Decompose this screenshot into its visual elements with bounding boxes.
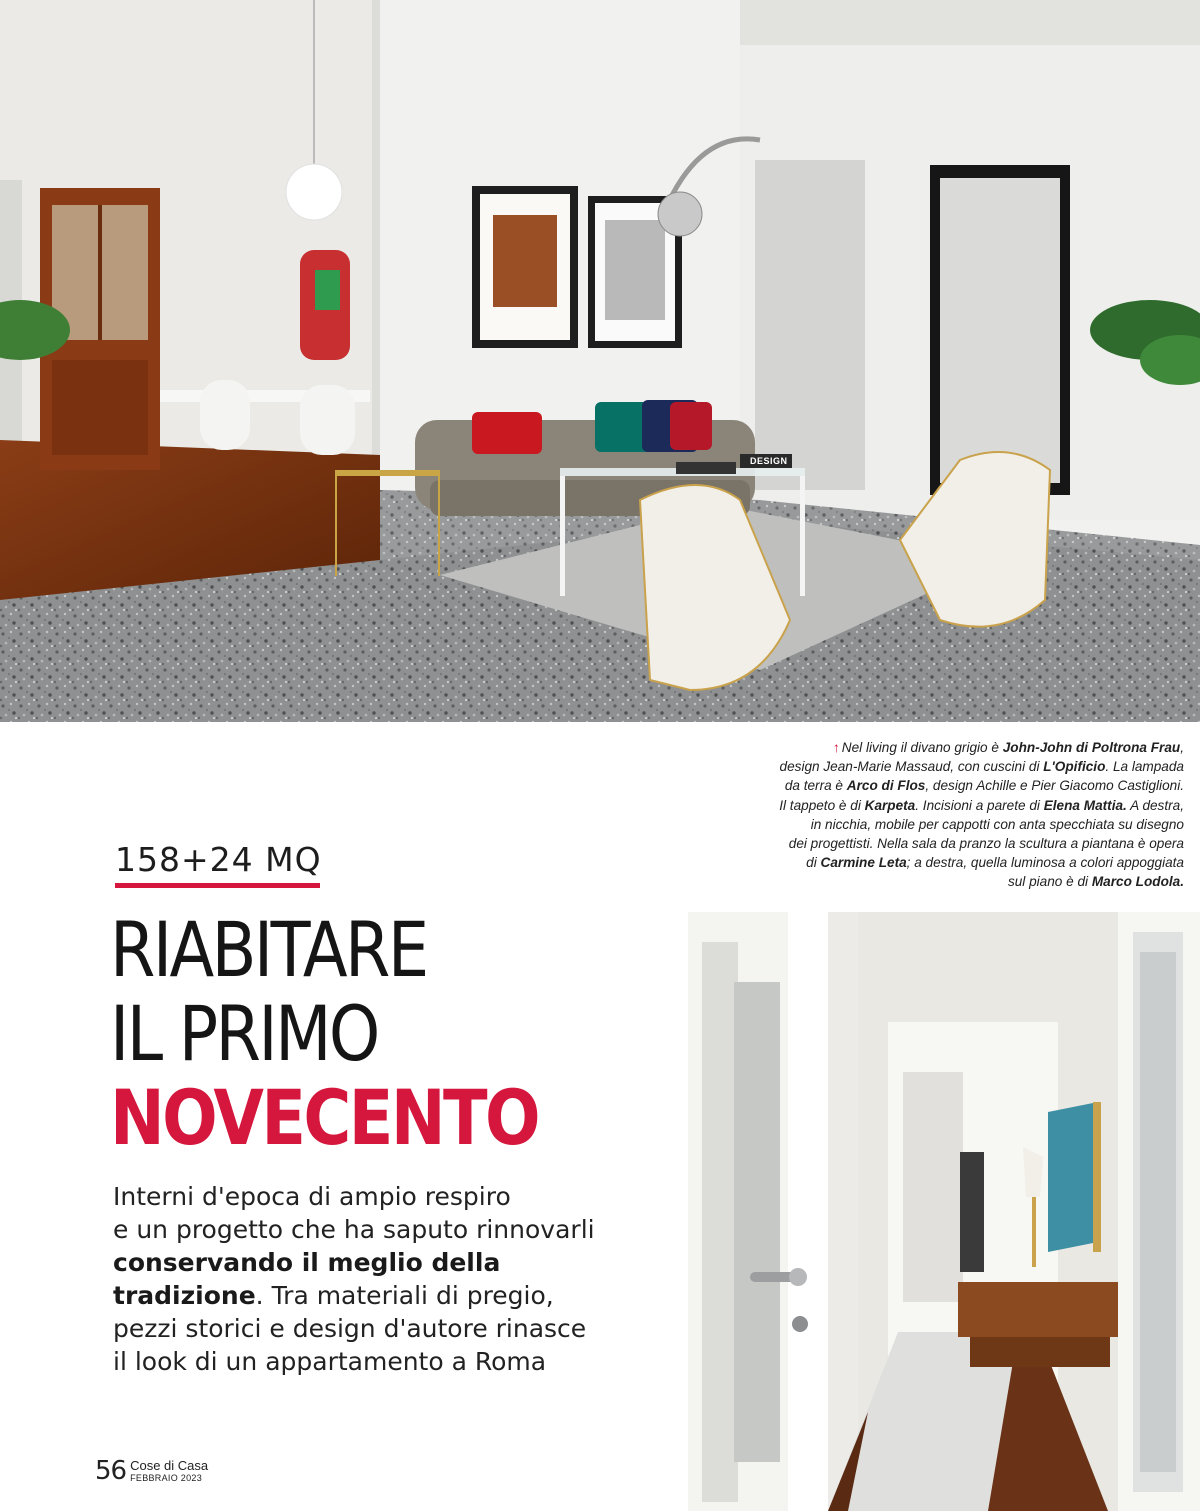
page-number: 56 — [95, 1456, 127, 1486]
corridor-photo — [688, 912, 1200, 1511]
book-label: DESIGN — [750, 456, 788, 466]
title-line-2: IL PRIMO — [110, 989, 378, 1078]
page-folio — [95, 1458, 208, 1484]
issue-date: FEBBRAIO 2023 — [130, 1473, 203, 1483]
title-line-1: RIABITARE — [110, 905, 427, 994]
article-intro: Interni d'epoca di ampio respiro e un progetto che ha saputo rinnovarli conservando il meglio della tradizione. Tra materiali di pregio, pezzi storici e design d'autore rinasce il look di un appartamento a Roma — [113, 1182, 595, 1376]
article-title — [110, 905, 538, 1162]
photo-caption: ↑ Nel living il divano grigio è John-John di Poltrona Frau, design Jean-Marie Massaud, con cuscini di L'Opificio. La lampada da terra è Arco di Flos, design Achille e Pier Giacomo Castiglioni. Il tappeto è di Karpeta. Incisioni a parete di Elena Mattia. A destra, in nicchia, mobile per cappotti con anta specchiata su disegno dei progettisti. Nella sala da pranzo la scultura a piantana è opera di Carmine Leta; a destra, quella luminosa a colori appoggiata sul piano è di Marco Lodola. — [779, 740, 1184, 890]
title-line-3: NOVECENTO — [110, 1073, 538, 1162]
magazine-name: Cose di Casa — [130, 1458, 209, 1473]
living-room-photo — [0, 0, 1200, 722]
arrow-up-icon: ↑ — [832, 740, 840, 755]
kicker-underline — [115, 883, 320, 888]
kicker-surface: 158+24 MQ — [115, 840, 322, 879]
